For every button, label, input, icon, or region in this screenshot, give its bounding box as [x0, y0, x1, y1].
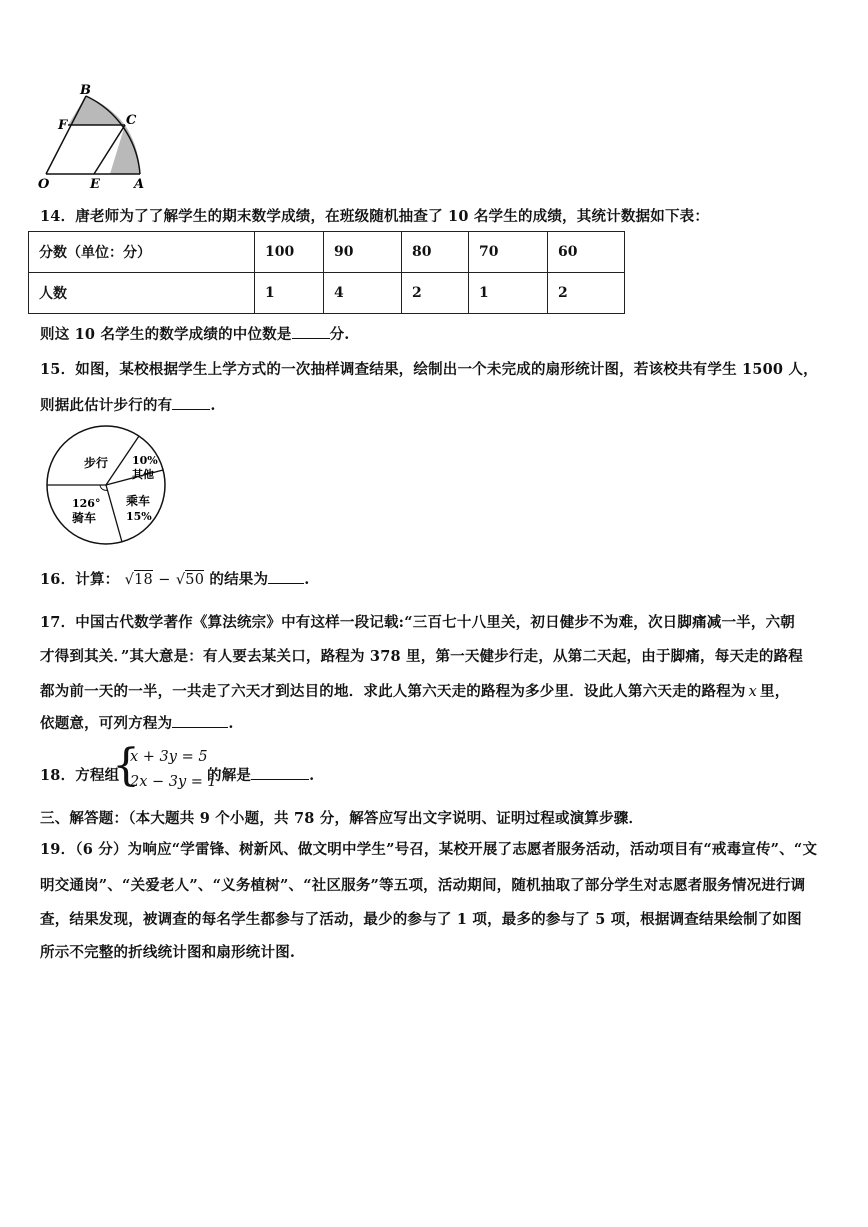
q18-answer	[207, 764, 314, 785]
pie-label-ride-angle: 126°	[72, 497, 101, 510]
q14-stem: 14．唐老师为了了解学生的期末数学成绩，在班级随机抽查了 10 名学生的成绩，其统计数据如下表：	[40, 208, 710, 225]
q15-line2-end: .	[210, 397, 216, 414]
count-cell: 2	[548, 273, 625, 314]
q15-line2	[40, 394, 216, 415]
sqrt-50: √50	[175, 572, 205, 588]
q15-line2-text: 则据此估计步行的有	[40, 397, 173, 414]
q17-line2: 才得到其关．”其大意是：有人要去某关口，路程为 378 里，第一天健步行走，从第二天起，由于脚痛，每天走的路程	[40, 648, 803, 665]
q17-line4	[40, 712, 234, 733]
minus-sign: −	[158, 572, 171, 588]
q14-ask	[40, 323, 350, 344]
row-header-count: 人数	[29, 273, 255, 314]
q14-ask-unit: 分.	[329, 326, 350, 343]
answer-blank	[268, 582, 304, 584]
q16-label: 16．计算：	[40, 571, 120, 588]
score-cell: 100	[255, 232, 324, 273]
pie-label-bus: 乘车	[126, 494, 151, 508]
segment-ob	[46, 96, 86, 174]
answer-blank	[172, 408, 210, 410]
score-table	[28, 231, 625, 314]
q18-label: 18．方程组	[40, 767, 120, 784]
sector-figure	[30, 82, 160, 194]
label-b: B	[80, 83, 91, 98]
row-header-score: 分数（单位：分）	[29, 232, 255, 273]
count-cell: 4	[324, 273, 402, 314]
section-heading: 三、解答题：（本大题共 9 个小题，共 78 分，解答应写出文字说明、证明过程或演算步骤．	[40, 810, 644, 827]
q16	[40, 568, 309, 589]
q14-ask-text: 则这 10 名学生的数学成绩的中位数是	[40, 326, 292, 343]
q19-line2: 明交通岗”、“关爱老人”、“义务植树”、“社区服务”等五项，活动期间，随机抽取了部分学生对志愿者服务情况进行调	[40, 877, 806, 894]
equation-1: x + 3y = 5	[130, 749, 208, 765]
shaded-region-top	[68, 96, 125, 125]
q17-line1: 17．中国古代数学著作《算法统宗》中有这样一段记载:“三百七十八里关，初日健步不为难，次日脚痛减一半，六朝	[40, 614, 795, 631]
pie-chart	[42, 423, 172, 547]
score-cell: 90	[324, 232, 402, 273]
label-a: A	[134, 177, 145, 192]
q15-line1: 15．如图，某校根据学生上学方式的一次抽样调查结果，绘制出一个未完成的扇形统计图，若该校共有学生 1500 人，	[40, 361, 818, 378]
q17-line3-end: 里，	[760, 683, 790, 700]
equation-brace: {	[112, 740, 140, 791]
variable-x: x	[748, 684, 757, 700]
q16-end: .	[304, 571, 310, 588]
label-o: O	[38, 177, 50, 192]
answer-blank	[172, 726, 228, 728]
q17-line4-text: 依题意，可列方程为	[40, 715, 173, 732]
sqrt-18: √18	[124, 572, 153, 588]
table-row	[29, 273, 625, 314]
pie-label-ride: 骑车	[72, 511, 97, 525]
q19-line3: 查，结果发现，被调查的每名学生都参与了活动，最少的参与了 1 项，最多的参与了 5 项，根据调查结果绘制了如图	[40, 911, 802, 928]
label-f: F	[58, 118, 68, 133]
pie-label-other: 其他	[132, 468, 154, 481]
q17-line3-text: 都为前一天的一半，一共走了六天才到达目的地．求此人第六天走的路程为多少里．设此人第六天走的路程为	[40, 683, 746, 700]
pie-label-other-pct: 10%	[132, 454, 158, 467]
score-cell: 70	[469, 232, 548, 273]
label-c: C	[126, 113, 137, 128]
answer-blank	[251, 778, 309, 780]
score-cell: 60	[548, 232, 625, 273]
table-row	[29, 232, 625, 273]
equation-2: 2x − 3y = 1	[130, 774, 217, 790]
q18-end: .	[309, 767, 315, 784]
count-cell: 2	[402, 273, 469, 314]
label-e: E	[90, 177, 100, 192]
answer-blank	[292, 337, 330, 339]
pie-label-bus-pct: 15%	[126, 510, 152, 523]
q19-line4: 所示不完整的折线统计图和扇形统计图.	[40, 944, 296, 961]
q18-text: 的解是	[207, 767, 252, 784]
score-cell: 80	[402, 232, 469, 273]
q17-line3	[40, 680, 789, 701]
q17-line4-end: .	[228, 715, 234, 732]
q16-text: 的结果为	[209, 571, 269, 588]
count-cell: 1	[469, 273, 548, 314]
q19-line1: 19．（6 分）为响应“学雷锋、树新风、做文明中学生”号召，某校开展了志愿者服务活动，活动项目有“戒毒宣传”、“文	[40, 841, 818, 858]
pie-label-walk: 步行	[84, 456, 109, 470]
count-cell: 1	[255, 273, 324, 314]
